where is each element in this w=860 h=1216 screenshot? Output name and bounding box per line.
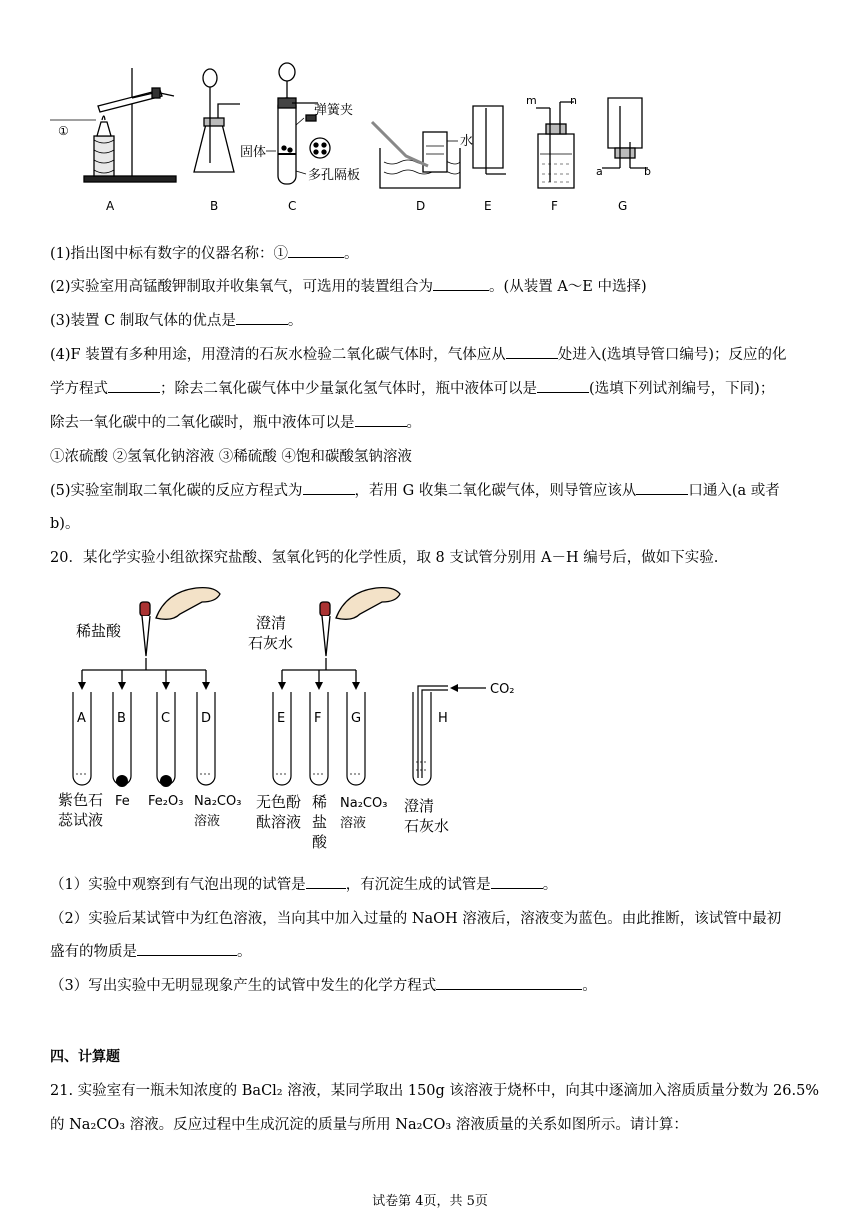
apparatus-g (602, 98, 648, 168)
dropper-limewater (320, 588, 400, 656)
label-e: E (484, 199, 492, 213)
q20-sub2-line1: （2）实验后某试管中为红色溶液，当向其中加入过量的 NaOH 溶液后，溶液变为蓝色。由此推断，该试管中最初 (50, 911, 782, 927)
port-b-label: b (644, 165, 651, 178)
co2-label: CO₂ (490, 682, 515, 697)
answer-blank[interactable] (137, 941, 237, 956)
answer-blank[interactable] (288, 243, 344, 258)
q20-sub1: （1）实验中观察到有气泡出现的试管是 ，有沉淀生成的试管是 。 (50, 873, 557, 894)
tube-label-g: G (351, 711, 362, 726)
spring-clip-label: 弹簧夹 (314, 103, 354, 118)
page-footer: 试卷第 4页，共 5页 (372, 1194, 488, 1209)
answer-blank[interactable] (491, 874, 543, 889)
tube-label-a: A (77, 711, 86, 726)
tube-label-d: D (201, 711, 212, 726)
apparatus-a (84, 68, 176, 182)
tube-label-b: B (117, 711, 126, 726)
answer-blank[interactable] (236, 310, 288, 325)
limewater-label-1: 澄清 (256, 614, 287, 632)
tube-label-e: E (277, 711, 286, 726)
q19-part4-line1: (4)F 装置有多种用途，用澄清的石灰水检验二氧化碳气体时，气体应从 处进入(选填导管口编号)；反应的化 (50, 343, 787, 364)
q20-stem: 20．某化学实验小组欲探究盐酸、氢氧化钙的化学性质，取 8 支试管分别用 A－H 编号后，做如下实验. (50, 550, 719, 566)
section-title: 四、计算题 (50, 1049, 120, 1065)
perforated-plate-label: 多孔隔板 (308, 168, 361, 183)
label-c: C (288, 199, 297, 213)
tube-f (310, 692, 328, 785)
label-b: B (210, 199, 219, 213)
tube-g (347, 692, 365, 785)
apparatus-c (278, 63, 330, 184)
solid-label: 固体 (240, 145, 267, 160)
q19-part2: (2)实验室用高锰酸钾制取并收集氧气，可选用的装置组合为 。(从装置 A～E 中选择) (50, 275, 647, 296)
q21-line1: 21. 实验室有一瓶未知浓度的 BaCl₂ 溶液，某同学取出 150g 该溶液于烧杯中，向其中逐滴加入溶质质量分数为 26.5% (50, 1083, 820, 1099)
q20-sub3: （3）写出实验中无明显现象产生的试管中发生的化学方程式 。 (50, 974, 597, 995)
apparatus-f (536, 102, 574, 188)
apparatus-b (194, 69, 240, 172)
answer-blank[interactable] (636, 480, 688, 495)
port-a-label: a (596, 165, 603, 178)
apparatus-figure (40, 58, 680, 216)
caption-f: 稀 盐 酸 (312, 793, 328, 851)
q20-figure (56, 578, 526, 802)
tube-d (197, 692, 215, 785)
q19-part3: (3)装置 C 制取气体的优点是 。 (50, 309, 302, 330)
q19-reagents: ①浓硫酸 ②氢氧化钠溶液 ③稀硫酸 ④饱和碳酸氢钠溶液 (50, 449, 412, 465)
answer-blank[interactable] (108, 378, 160, 393)
q19-part1: (1)指出图中标有数字的仪器名称：① 。 (50, 242, 359, 263)
label-f: F (551, 199, 558, 213)
answer-blank[interactable] (537, 378, 589, 393)
q19-part5-line1: (5)实验室制取二氧化碳的反应方程式为 ，若用 G 收集二氧化碳气体，则导管应该从 口通入(a 或者 (50, 479, 780, 500)
answer-blank[interactable] (306, 874, 346, 889)
caption-h: 澄清 石灰水 (404, 797, 450, 835)
label-a: A (106, 199, 115, 213)
marker-1: ① (58, 124, 69, 138)
answer-blank[interactable] (436, 975, 582, 990)
q21-line2: 的 Na₂CO₃ 溶液。反应过程中生成沉淀的质量与所用 Na₂CO₃ 溶液质量的关系如图所示。请计算： (50, 1117, 688, 1133)
apparatus-e (473, 106, 506, 174)
dropper-hcl (140, 588, 220, 656)
dilute-hcl-label: 稀盐酸 (76, 622, 122, 640)
limewater-label-2: 石灰水 (248, 634, 294, 652)
tube-e (273, 692, 291, 785)
tube-label-f: F (314, 711, 322, 726)
q19-part4-line3: 除去一氧化碳中的二氧化碳时，瓶中液体可以是 。 (50, 411, 421, 432)
answer-blank[interactable] (506, 344, 558, 359)
q20-sub2-line2: 盛有的物质是 。 (50, 940, 252, 961)
caption-e: 无色酚 酞溶液 (256, 793, 302, 831)
answer-blank[interactable] (433, 276, 489, 291)
answer-blank[interactable] (303, 480, 355, 495)
port-n-label: n (570, 94, 577, 107)
water-label: 水 (460, 134, 474, 149)
q19-part5-line2: b)。 (50, 516, 80, 532)
caption-b: Fe (115, 794, 130, 809)
caption-a: 紫色石 蕊试液 (58, 791, 104, 829)
tube-a (73, 692, 91, 785)
tube-b (113, 692, 131, 785)
caption-d: Na₂CO₃ 溶液 (194, 794, 242, 829)
tube-c (157, 692, 175, 785)
apparatus-d (372, 122, 460, 188)
caption-g: Na₂CO₃ 溶液 (340, 796, 388, 831)
q19-part4-line2: 学方程式 ；除去二氧化碳气体中少量氯化氢气体时，瓶中液体可以是 (选填下列试剂编号，下同)； (50, 377, 774, 398)
label-d: D (416, 199, 426, 213)
caption-c: Fe₂O₃ (148, 794, 184, 809)
tube-label-c: C (161, 711, 171, 726)
port-m-label: m (526, 94, 537, 107)
tube-label-h: H (438, 711, 448, 726)
answer-blank[interactable] (355, 412, 407, 427)
label-g: G (618, 199, 628, 213)
